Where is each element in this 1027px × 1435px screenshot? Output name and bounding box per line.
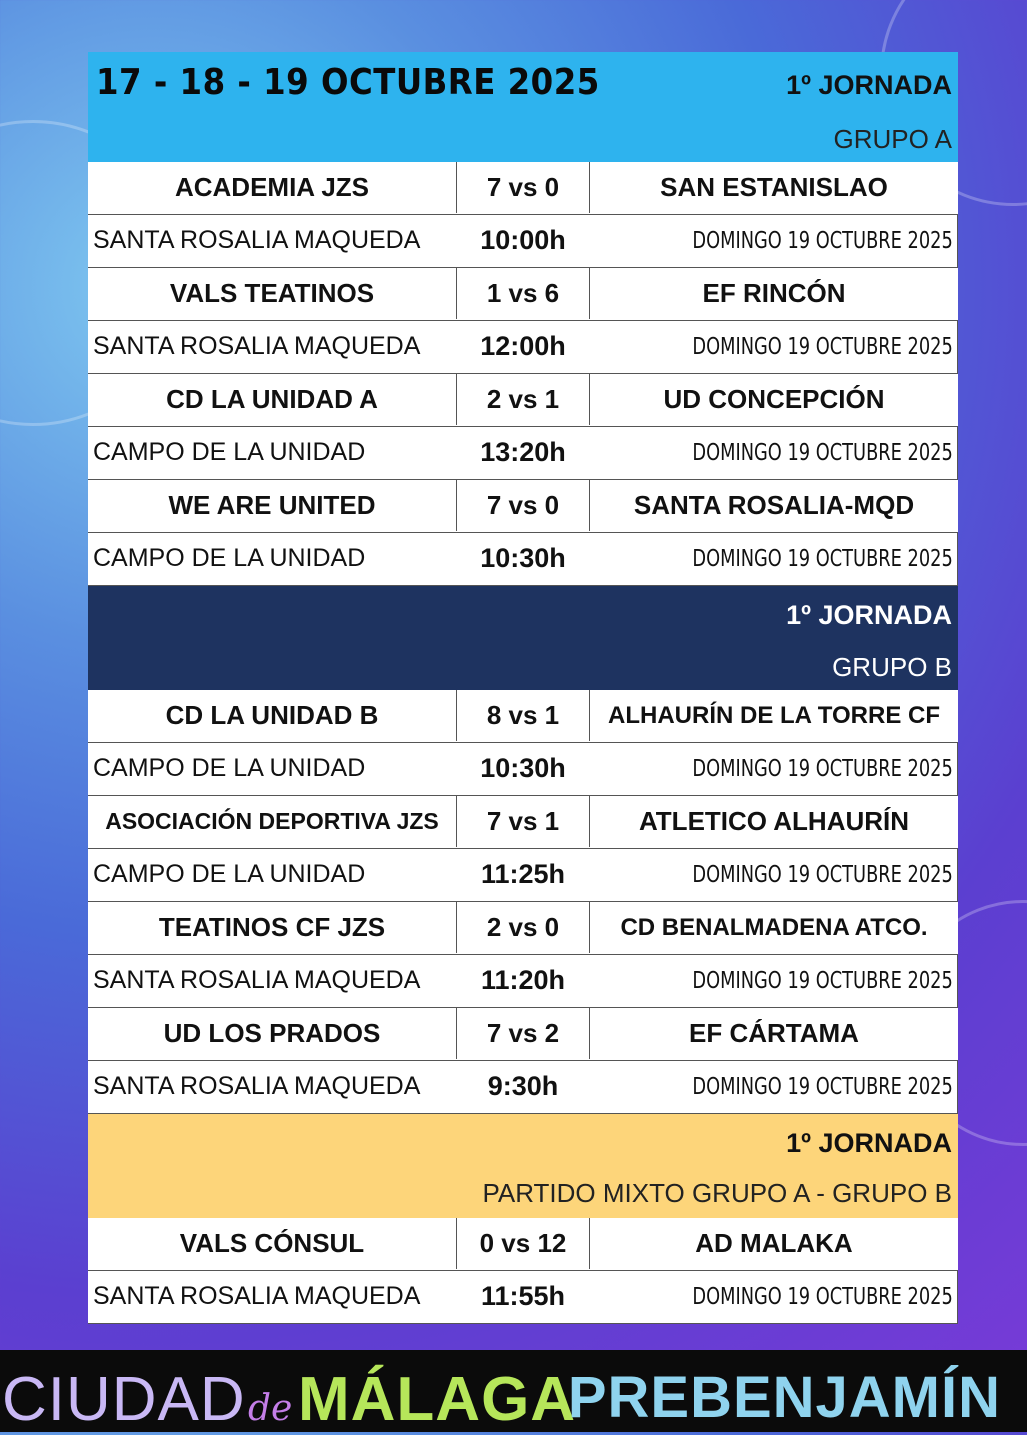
match-venue: SANTA ROSALIA MAQUEDA (93, 332, 421, 360)
match-date: DOMINGO 19 OCTUBRE 2025 (692, 227, 953, 254)
match-venue: SANTA ROSALIA MAQUEDA (93, 1072, 421, 1100)
match-info-row (88, 215, 958, 268)
match-date: DOMINGO 19 OCTUBRE 2025 (692, 861, 953, 888)
home-team: VALS TEATINOS (88, 268, 457, 319)
home-team: ASOCIACIÓN DEPORTIVA JZS (88, 796, 457, 847)
match-date: DOMINGO 19 OCTUBRE 2025 (692, 545, 953, 572)
event-dates-title: 17 - 18 - 19 OCTUBRE 2025 (96, 62, 600, 103)
match-row (88, 1218, 958, 1271)
grupo-label: PARTIDO MIXTO GRUPO A - GRUPO B (482, 1178, 952, 1208)
match-score: 7 vs 0 (457, 162, 590, 213)
match-score: 1 vs 6 (457, 268, 590, 319)
home-team: WE ARE UNITED (88, 480, 457, 531)
home-team: CD LA UNIDAD A (88, 374, 457, 425)
match-date: DOMINGO 19 OCTUBRE 2025 (692, 755, 953, 782)
away-team: CD BENALMADENA ATCO. (620, 913, 928, 941)
match-date: DOMINGO 19 OCTUBRE 2025 (692, 1283, 953, 1310)
match-time: 11:55h (480, 1281, 566, 1311)
match-date: DOMINGO 19 OCTUBRE 2025 (692, 439, 953, 466)
grupo-label: GRUPO A (833, 124, 952, 154)
away-team: EF CÁRTAMA (689, 1018, 859, 1048)
home-team: CD LA UNIDAD B (88, 690, 457, 741)
match-info-row (88, 427, 958, 480)
match-time: 10:30h (480, 753, 566, 783)
match-time: 12:00h (480, 331, 566, 361)
match-time: 9:30h (487, 1071, 559, 1101)
away-team: ALHAURÍN DE LA TORRE CF (608, 701, 940, 729)
match-venue: SANTA ROSALIA MAQUEDA (93, 226, 421, 254)
match-score: 7 vs 0 (457, 480, 590, 531)
jornada-label: 1º JORNADA (786, 600, 952, 630)
match-venue: SANTA ROSALIA MAQUEDA (93, 966, 421, 994)
brand-malaga: MÁLAGA (298, 1365, 577, 1434)
match-info-row (88, 743, 958, 796)
home-team: VALS CÓNSUL (88, 1218, 457, 1269)
home-team: UD LOS PRADOS (88, 1008, 457, 1059)
section-header-mixto (88, 1114, 958, 1218)
match-row (88, 374, 958, 427)
away-team: SAN ESTANISLAO (660, 172, 888, 202)
match-row (88, 268, 958, 321)
match-row (88, 480, 958, 533)
match-time: 10:30h (480, 543, 566, 573)
match-score: 2 vs 1 (457, 374, 590, 425)
away-team: SANTA ROSALIA-MQD (633, 490, 915, 520)
jornada-label: 1º JORNADA (786, 1128, 952, 1158)
match-score: 8 vs 1 (457, 690, 590, 741)
home-team: TEATINOS CF JZS (88, 902, 457, 953)
footer-banner (0, 1350, 1027, 1432)
away-team: UD CONCEPCIÓN (663, 384, 885, 414)
match-score: 7 vs 2 (457, 1008, 590, 1059)
match-info-row (88, 1061, 958, 1114)
section-header-grupo-b (88, 586, 958, 690)
match-venue: CAMPO DE LA UNIDAD (93, 438, 366, 466)
jornada-label: 1º JORNADA (786, 70, 952, 100)
match-score: 7 vs 1 (457, 796, 590, 847)
match-info-row (88, 849, 958, 902)
section-header-grupo-a (88, 52, 958, 162)
schedule-sheet (88, 52, 958, 1324)
match-info-row (88, 533, 958, 586)
brand-ciudad: CIUDAD (2, 1365, 246, 1434)
match-info-row (88, 321, 958, 374)
match-row (88, 902, 958, 955)
away-team: AD MALAKA (695, 1228, 853, 1258)
home-team: ACADEMIA JZS (88, 162, 457, 213)
match-date: DOMINGO 19 OCTUBRE 2025 (692, 967, 953, 994)
match-row (88, 1008, 958, 1061)
away-team: ATLETICO ALHAURÍN (638, 806, 910, 836)
brand-de: de (248, 1388, 293, 1429)
match-time: 11:25h (480, 859, 566, 889)
match-info-row (88, 955, 958, 1008)
grupo-label: GRUPO B (832, 652, 952, 682)
match-score: 0 vs 12 (457, 1218, 590, 1269)
match-time: 11:20h (480, 965, 566, 995)
match-venue: CAMPO DE LA UNIDAD (93, 860, 366, 888)
brand-category: PREBENJAMÍN (567, 1365, 1001, 1430)
match-date: DOMINGO 19 OCTUBRE 2025 (692, 333, 953, 360)
match-row (88, 162, 958, 215)
match-venue: SANTA ROSALIA MAQUEDA (93, 1282, 421, 1310)
match-time: 10:00h (480, 225, 566, 255)
match-date: DOMINGO 19 OCTUBRE 2025 (692, 1073, 953, 1100)
match-row (88, 690, 958, 743)
match-info-row (88, 1271, 958, 1324)
away-team: EF RINCÓN (702, 278, 846, 308)
match-time: 13:20h (480, 437, 566, 467)
match-score: 2 vs 0 (457, 902, 590, 953)
match-venue: CAMPO DE LA UNIDAD (93, 754, 366, 782)
match-venue: CAMPO DE LA UNIDAD (93, 544, 366, 572)
match-row (88, 796, 958, 849)
